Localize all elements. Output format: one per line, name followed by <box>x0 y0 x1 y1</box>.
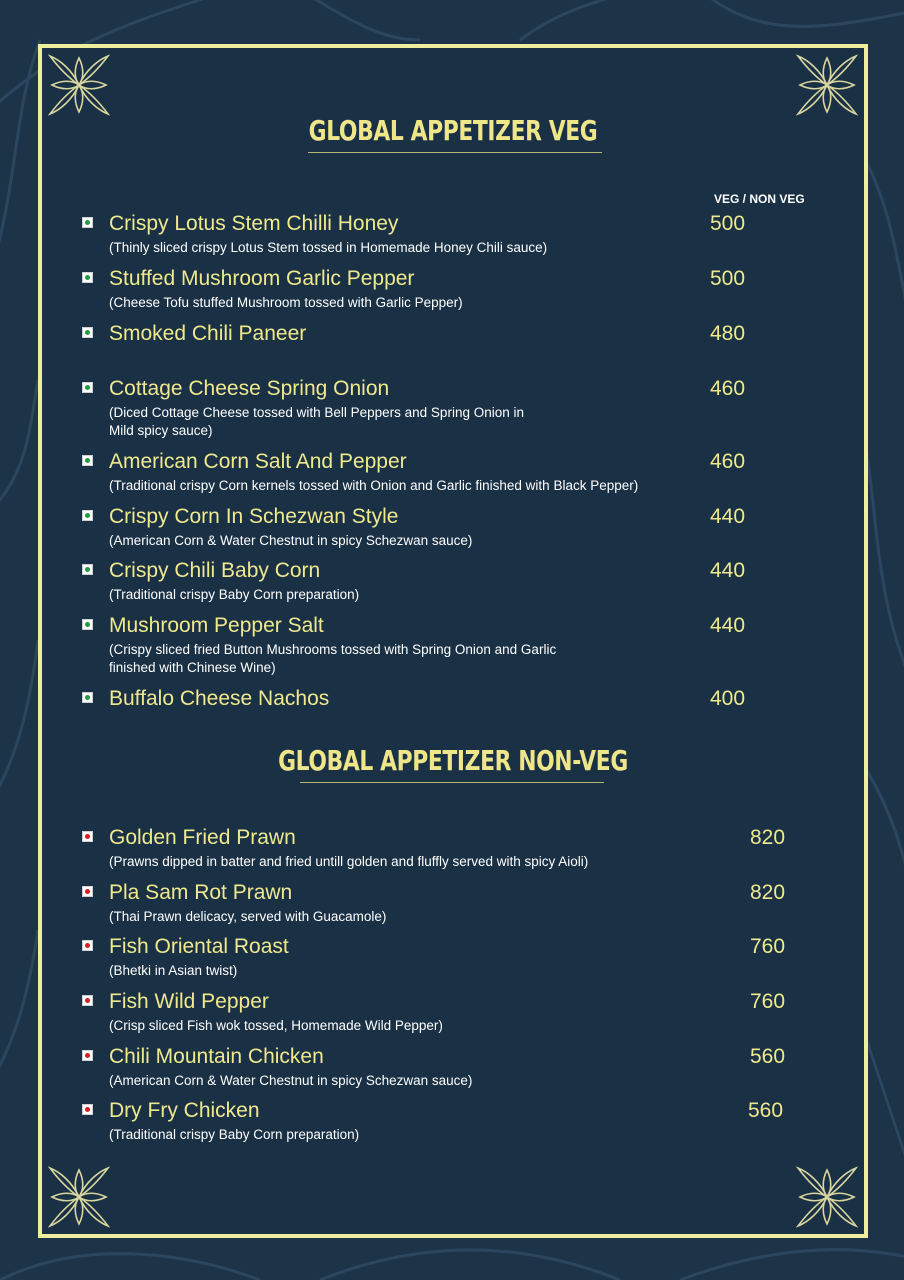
item-name: Chili Mountain Chicken <box>109 1045 324 1068</box>
nonveg-marker-icon <box>82 940 93 951</box>
item-description: (Traditional crispy Baby Corn preparation) <box>109 1127 360 1142</box>
veg-marker-icon <box>82 564 93 575</box>
corner-ornament-icon <box>796 54 858 116</box>
item-price: 560 <box>750 1045 786 1068</box>
item-name: Cottage Cheese Spring Onion <box>109 377 390 400</box>
item-price: 820 <box>750 881 786 904</box>
item-description: (American Corn & Water Chestnut in spicy Schezwan sauce) <box>109 1073 473 1088</box>
item-description: (American Corn & Water Chestnut in spicy Schezwan sauce) <box>109 533 473 548</box>
item-price: 460 <box>710 450 746 473</box>
veg-marker-icon <box>82 692 93 703</box>
veg-marker-icon <box>82 510 93 521</box>
item-name: Buffalo Cheese Nachos <box>109 687 330 710</box>
nonveg-marker-icon <box>82 886 93 897</box>
item-description: (Prawns dipped in batter and fried untill golden and fluffly served with spicy Aioli) <box>109 854 589 869</box>
item-description: (Traditional crispy Baby Corn preparation) <box>109 587 360 602</box>
veg-title-underline <box>308 152 602 153</box>
veg-marker-icon <box>82 455 93 466</box>
nonveg-title-underline <box>300 782 604 783</box>
item-price: 440 <box>710 505 746 528</box>
item-name: Mushroom Pepper Salt <box>109 614 324 637</box>
nonveg-marker-icon <box>82 1050 93 1061</box>
item-description: (Crispy sliced fried Button Mushrooms tossed with Spring Onion and Garlic finished with Chinese Wine) <box>109 642 557 675</box>
item-price: 560 <box>748 1099 784 1122</box>
item-price: 760 <box>750 990 786 1013</box>
veg-marker-icon <box>82 619 93 630</box>
item-description: (Bhetki in Asian twist) <box>109 963 238 978</box>
item-name: Stuffed Mushroom Garlic Pepper <box>109 267 415 290</box>
item-name: Pla Sam Rot Prawn <box>109 881 293 904</box>
item-description: (Thai Prawn delicacy, served with Guacamole) <box>109 909 387 924</box>
corner-ornament-icon <box>48 54 110 116</box>
item-price: 440 <box>710 614 746 637</box>
item-name: Dry Fry Chicken <box>109 1099 260 1122</box>
item-price: 820 <box>750 826 786 849</box>
menu-frame <box>38 44 868 1238</box>
item-name: Golden Fried Prawn <box>109 826 296 849</box>
corner-ornament-icon <box>796 1166 858 1228</box>
item-name: American Corn Salt And Pepper <box>109 450 407 473</box>
nonveg-marker-icon <box>82 831 93 842</box>
veg-marker-icon <box>82 272 93 283</box>
veg-marker-icon <box>82 382 93 393</box>
veg-section-title: GLOBAL APPETIZER VEG <box>308 114 598 147</box>
item-description: (Traditional crispy Corn kernels tossed with Onion and Garlic finished with Black Pepper) <box>109 478 639 493</box>
item-price: 760 <box>750 935 786 958</box>
item-price: 460 <box>710 377 746 400</box>
item-name: Crispy Corn In Schezwan Style <box>109 505 399 528</box>
item-name: Fish Wild Pepper <box>109 990 269 1013</box>
item-description: (Crisp sliced Fish wok tossed, Homemade Wild Pepper) <box>109 1018 443 1033</box>
item-name: Crispy Chili Baby Corn <box>109 559 321 582</box>
corner-ornament-icon <box>48 1166 110 1228</box>
veg-marker-icon <box>82 217 93 228</box>
item-price: 500 <box>710 212 746 235</box>
item-price: 440 <box>710 559 746 582</box>
item-price: 500 <box>710 267 746 290</box>
veg-marker-icon <box>82 327 93 338</box>
item-price: 480 <box>710 322 746 345</box>
item-description: (Diced Cottage Cheese tossed with Bell Peppers and Spring Onion in Mild spicy sauce) <box>109 405 524 438</box>
item-name: Smoked Chili Paneer <box>109 322 307 345</box>
item-description: (Cheese Tofu stuffed Mushroom tossed with Garlic Pepper) <box>109 295 463 310</box>
nonveg-section-title: GLOBAL APPETIZER NON-VEG <box>278 744 628 777</box>
item-price: 400 <box>710 687 746 710</box>
column-header: VEG / NON VEG <box>714 192 805 206</box>
item-description: (Thinly sliced crispy Lotus Stem tossed in Homemade Honey Chili sauce) <box>109 240 548 255</box>
item-name: Crispy Lotus Stem Chilli Honey <box>109 212 399 235</box>
item-name: Fish Oriental Roast <box>109 935 289 958</box>
nonveg-marker-icon <box>82 995 93 1006</box>
nonveg-marker-icon <box>82 1104 93 1115</box>
